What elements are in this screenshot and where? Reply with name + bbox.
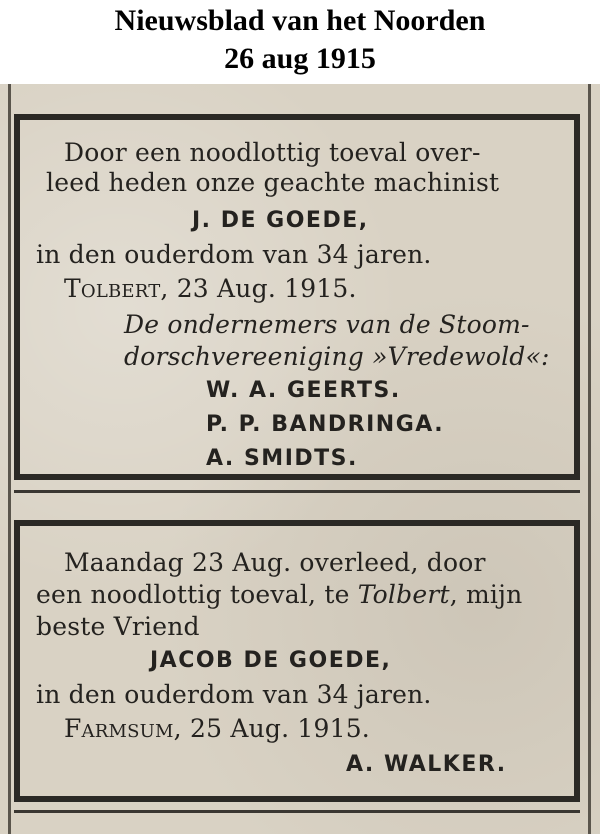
notice1-line1: Door een noodlottig toeval over-	[64, 138, 481, 167]
death-notice-1	[14, 114, 580, 480]
notice2-age: in den ouderdom van 34 jaren.	[36, 680, 432, 709]
notice2-line3: beste Vriend	[36, 612, 200, 641]
notice1-signer: W. A. GEERTS.	[206, 378, 401, 403]
newspaper-title: Nieuwsblad van het Noorden	[114, 4, 486, 37]
notice1-place: Tolbert	[64, 274, 161, 303]
left-fold-line	[8, 84, 11, 834]
notice1-age: in den ouderdom van 34 jaren.	[36, 240, 432, 269]
notice2-signer: A. WALKER.	[346, 752, 507, 777]
bottom-rule	[14, 810, 580, 813]
death-notice-2	[14, 520, 580, 802]
newspaper-clipping	[0, 84, 600, 834]
notice2-date: , 25 Aug. 1915.	[173, 714, 370, 743]
notice2-deceased-name: JACOB DE GOEDE,	[150, 648, 392, 673]
separator-rule	[14, 490, 580, 493]
notice1-signoff-line2: dorschvereeniging »Vredewold«:	[124, 342, 550, 371]
notice1-place-date	[64, 274, 357, 304]
notice1-date: , 23 Aug. 1915.	[160, 274, 357, 303]
notice1-signoff-line1: De ondernemers van de Stoom-	[124, 310, 530, 339]
notice2-place: Farmsum	[64, 714, 174, 743]
notice2-place-tolbert: Tolbert	[357, 580, 450, 609]
notice1-line2: leed heden onze geachte machinist	[46, 168, 500, 197]
notice2-line1: Maandag 23 Aug. overleed, door	[64, 548, 486, 577]
page-header	[0, 0, 600, 84]
notice1-signer: P. P. BANDRINGA.	[206, 412, 445, 437]
notice2-line2	[36, 580, 522, 610]
right-fold-line	[588, 84, 591, 834]
notice2-place-date	[64, 714, 370, 744]
notice2-line2-end: , mijn	[449, 580, 523, 609]
newspaper-date: 26 aug 1915	[224, 42, 376, 75]
notice1-deceased-name: J. DE GOEDE,	[192, 208, 369, 233]
notice2-line2-start: een noodlottig toeval, te	[36, 580, 358, 609]
notice1-signer: A. SMIDTS.	[206, 446, 358, 471]
